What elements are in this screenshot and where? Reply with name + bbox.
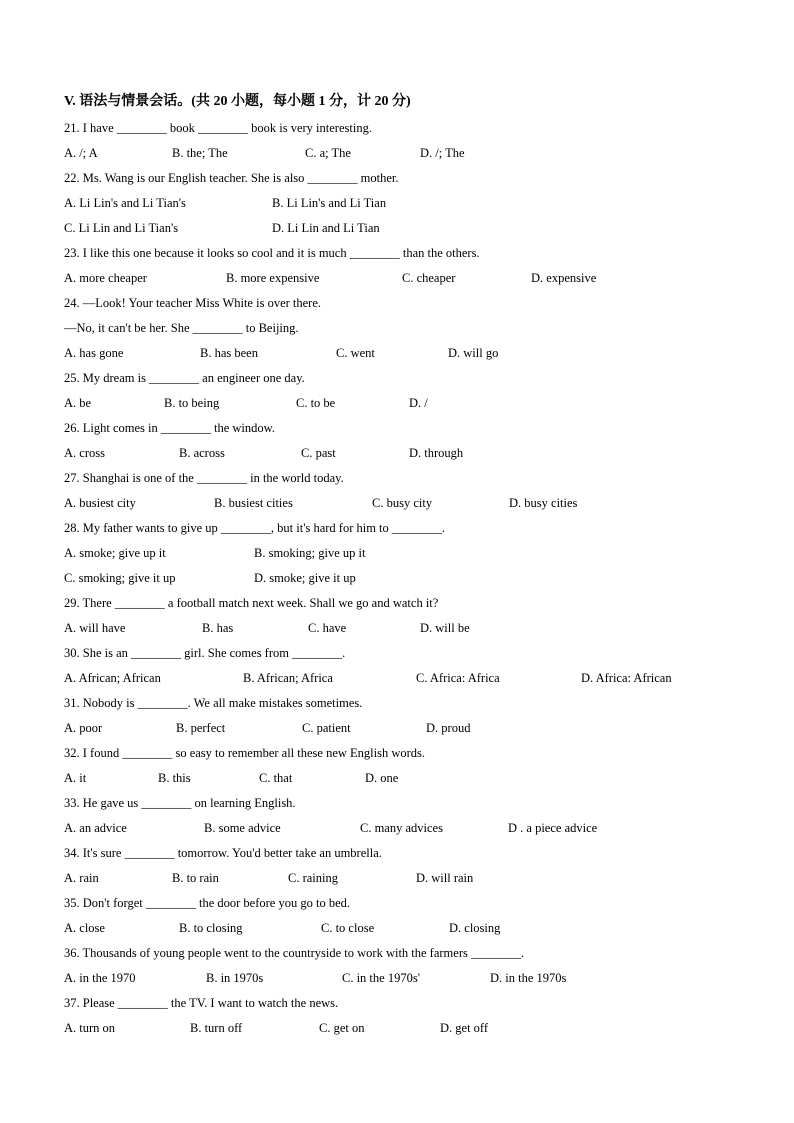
answer-option: B. turn off [190, 1021, 243, 1035]
answer-option: C. raining [288, 871, 338, 885]
answer-option: C. went [336, 346, 375, 360]
answer-option: D. Africa: African [581, 671, 672, 685]
worksheet-page [64, 90, 744, 1041]
option-row [64, 191, 744, 216]
question-stem: 29. There ________ a football match next week. Shall we go and watch it? [64, 596, 439, 610]
answer-option: C. have [308, 621, 347, 635]
answer-option: A. in the 1970 [64, 971, 136, 985]
answer-option: B. busiest cities [214, 496, 293, 510]
answer-option: D. /; The [420, 146, 465, 160]
answer-option: D. smoke; give it up [254, 571, 356, 585]
option-row [64, 141, 744, 166]
option-row [64, 566, 744, 591]
answer-option: B. to closing [179, 921, 243, 935]
section-title: V. 语法与情景会话。(共 20 小题，每小题 1 分，计 20 分) [64, 94, 411, 109]
answer-option: D. busy cities [509, 496, 578, 510]
question-stem: 22. Ms. Wang is our English teacher. She is also ________ mother. [64, 171, 399, 185]
answer-option: B. to rain [172, 871, 219, 885]
question-21 [64, 116, 744, 166]
answer-option: B. more expensive [226, 271, 320, 285]
answer-option: B. in 1970s [206, 971, 264, 985]
option-row [64, 491, 744, 516]
question-stem: 36. Thousands of young people went to the countryside to work with the farmers ________. [64, 946, 525, 960]
answer-option: C. a; The [305, 146, 351, 160]
question-stem: 34. It's sure ________ tomorrow. You'd better take an umbrella. [64, 846, 382, 860]
question-stem: 31. Nobody is ________. We all make mistakes sometimes. [64, 696, 363, 710]
question-37 [64, 991, 744, 1041]
answer-option: A. will have [64, 621, 126, 635]
option-row [64, 666, 744, 691]
answer-option: D. get off [440, 1021, 489, 1035]
question-22 [64, 166, 744, 241]
question-30 [64, 641, 744, 691]
answer-option: A. turn on [64, 1021, 116, 1035]
answer-option: D. closing [449, 921, 501, 935]
answer-option: B. perfect [176, 721, 226, 735]
answer-option: D. proud [426, 721, 471, 735]
answer-option: D. Li Lin and Li Tian [272, 221, 380, 235]
answer-option: A. African; African [64, 671, 161, 685]
question-list [64, 116, 744, 1041]
answer-option: A. an advice [64, 821, 127, 835]
answer-option: C. to close [321, 921, 375, 935]
option-row [64, 816, 744, 841]
question-23 [64, 241, 744, 291]
question-29 [64, 591, 744, 641]
option-row [64, 216, 744, 241]
answer-option: D. / [409, 396, 428, 410]
question-32 [64, 741, 744, 791]
option-row [64, 391, 744, 416]
answer-option: B. has [202, 621, 234, 635]
question-stem: 21. I have ________ book ________ book is very interesting. [64, 121, 372, 135]
answer-option: A. close [64, 921, 105, 935]
question-24 [64, 291, 744, 366]
question-stem: 30. She is an ________ girl. She comes from ________. [64, 646, 346, 660]
answer-option: A. rain [64, 871, 99, 885]
question-31 [64, 691, 744, 741]
answer-option: C. to be [296, 396, 336, 410]
question-26 [64, 416, 744, 466]
answer-option: D . a piece advice [508, 821, 598, 835]
question-stem: 32. I found ________ so easy to remember all these new English words. [64, 746, 426, 760]
question-27 [64, 466, 744, 516]
answer-option: B. the; The [172, 146, 228, 160]
answer-option: B. Li Lin's and Li Tian [272, 196, 387, 210]
answer-option: B. to being [164, 396, 220, 410]
answer-option: D. will go [448, 346, 499, 360]
answer-option: A. cross [64, 446, 105, 460]
answer-option: D. through [409, 446, 464, 460]
answer-option: C. smoking; give it up [64, 571, 176, 585]
answer-option: D. will rain [416, 871, 474, 885]
question-stem: 24. —Look! Your teacher Miss White is over there. [64, 296, 322, 310]
question-stem: —No, it can't be her. She ________ to Beijing. [64, 321, 299, 335]
answer-option: A. it [64, 771, 87, 785]
question-stem: 28. My father wants to give up ________, but it's hard for him to ________. [64, 521, 446, 535]
answer-option: B. this [158, 771, 191, 785]
answer-option: D. will be [420, 621, 470, 635]
answer-option: D. one [365, 771, 399, 785]
question-stem: 37. Please ________ the TV. I want to watch the news. [64, 996, 339, 1010]
question-stem: 25. My dream is ________ an engineer one day. [64, 371, 305, 385]
answer-option: D. expensive [531, 271, 597, 285]
answer-option: D. in the 1970s [490, 971, 567, 985]
answer-option: A. poor [64, 721, 103, 735]
answer-option: A. smoke; give up it [64, 546, 166, 560]
question-34 [64, 841, 744, 891]
option-row [64, 866, 744, 891]
question-stem: 23. I like this one because it looks so cool and it is much ________ than the others. [64, 246, 480, 260]
option-row [64, 341, 744, 366]
option-row [64, 766, 744, 791]
answer-option: C. patient [302, 721, 351, 735]
option-row [64, 616, 744, 641]
answer-option: C. that [259, 771, 293, 785]
answer-option: B. smoking; give up it [254, 546, 366, 560]
answer-option: C. many advices [360, 821, 443, 835]
answer-option: A. has gone [64, 346, 124, 360]
answer-option: B. African; Africa [243, 671, 333, 685]
question-stem: 27. Shanghai is one of the ________ in the world today. [64, 471, 344, 485]
question-36 [64, 941, 744, 991]
question-25 [64, 366, 744, 416]
option-row [64, 716, 744, 741]
answer-option: C. in the 1970s' [342, 971, 420, 985]
question-33 [64, 791, 744, 841]
question-stem: 26. Light comes in ________ the window. [64, 421, 275, 435]
option-row [64, 1016, 744, 1041]
answer-option: A. /; A [64, 146, 98, 160]
answer-option: A. more cheaper [64, 271, 147, 285]
option-row [64, 916, 744, 941]
question-stem: 33. He gave us ________ on learning English. [64, 796, 296, 810]
question-35 [64, 891, 744, 941]
answer-option: C. busy city [372, 496, 433, 510]
answer-option: C. cheaper [402, 271, 456, 285]
answer-option: A. Li Lin's and Li Tian's [64, 196, 186, 210]
answer-option: B. some advice [204, 821, 281, 835]
option-row [64, 266, 744, 291]
answer-option: C. past [301, 446, 336, 460]
answer-option: A. be [64, 396, 92, 410]
option-row [64, 441, 744, 466]
answer-option: C. Africa: Africa [416, 671, 500, 685]
answer-option: B. across [179, 446, 225, 460]
option-row [64, 541, 744, 566]
answer-option: C. Li Lin and Li Tian's [64, 221, 179, 235]
answer-option: B. has been [200, 346, 258, 360]
answer-option: A. busiest city [64, 496, 136, 510]
question-28 [64, 516, 744, 591]
question-stem: 35. Don't forget ________ the door before you go to bed. [64, 896, 350, 910]
option-row [64, 966, 744, 991]
answer-option: C. get on [319, 1021, 365, 1035]
